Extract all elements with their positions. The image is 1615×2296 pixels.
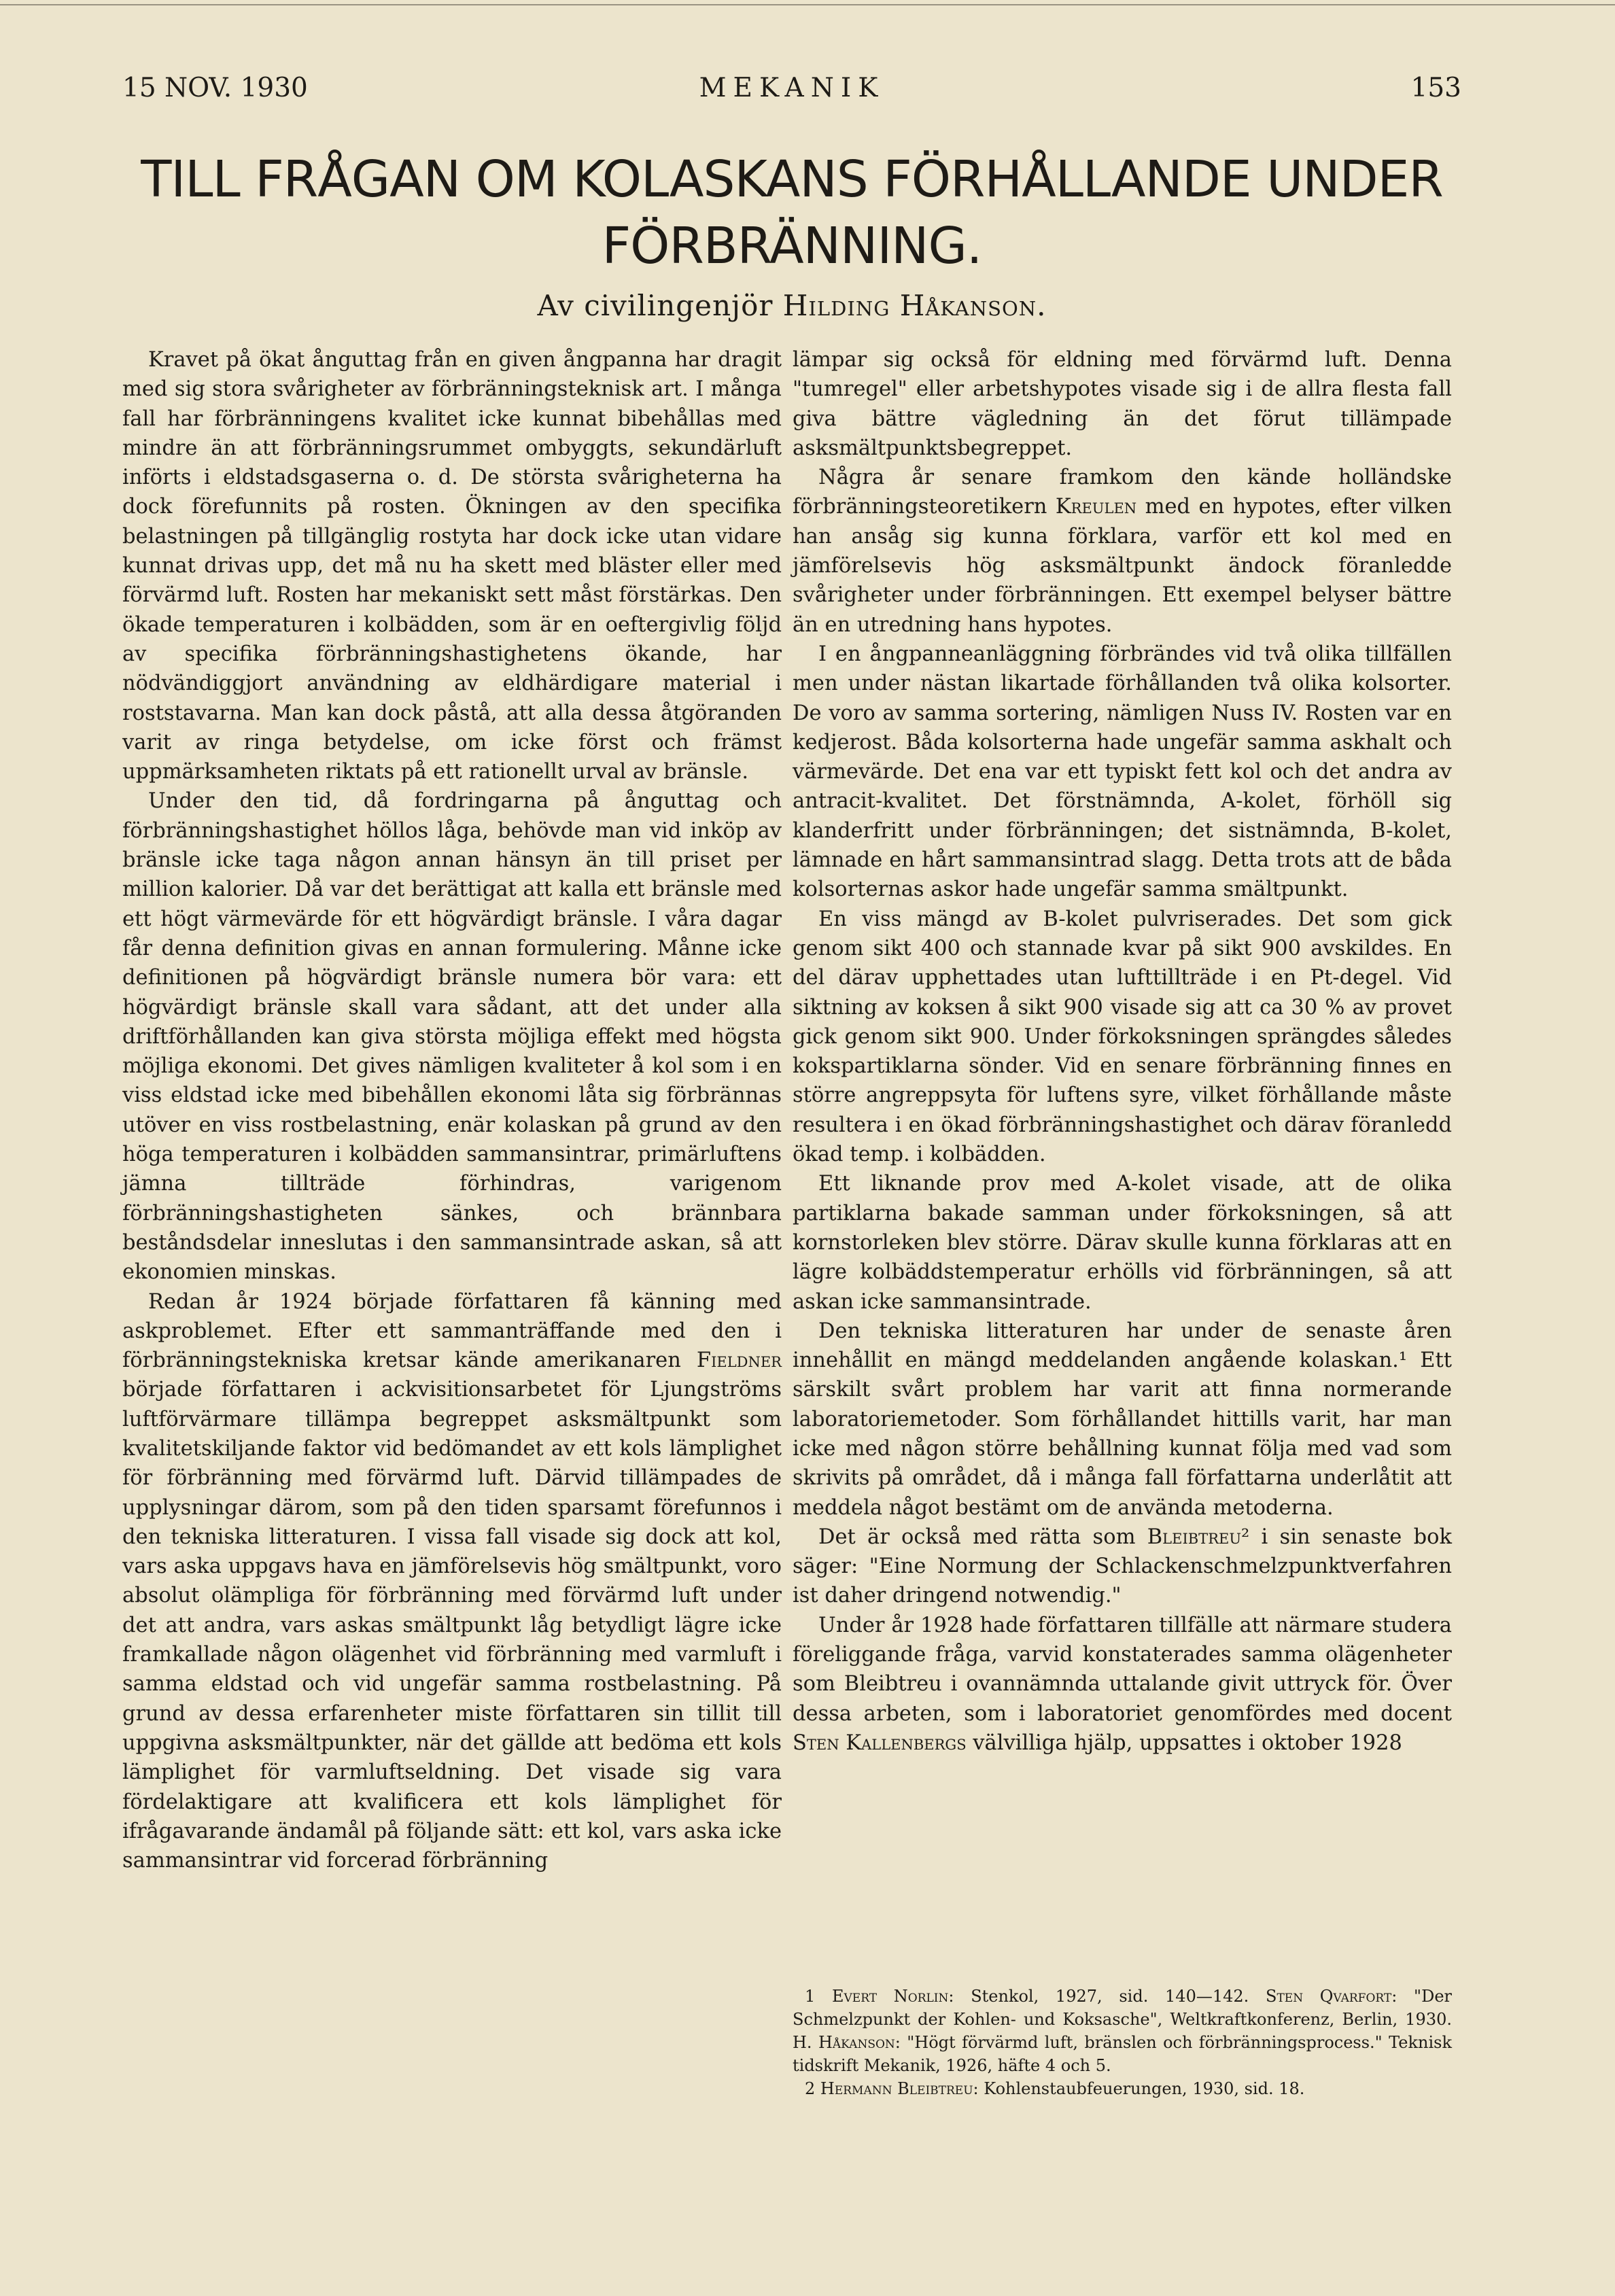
footnote-1-author-a: Evert Norlin: (832, 1987, 954, 2006)
footnote-1 (793, 1985, 1452, 2077)
right-paragraph-6: Den tekniska litteraturen har under de senaste åren innehållit en mängd meddelanden angående kolaskan.¹ Ett särskilt svårt problem har varit att finna normerande laboratoriemetoder. Som förhållandet hittills varit, har man icke med någon större behållning kunnat följa med vad som skrivits på området, då i många fall författarna underlåtit att meddela något bestämt om de använda metoderna. (793, 1319, 1452, 1520)
footnote-2-number: 2 (805, 2079, 816, 2098)
top-edge-line (0, 4, 1615, 5)
right-paragraph-7 (793, 1523, 1452, 1611)
right-p8-name: Sten Kallenbergs (793, 1730, 967, 1755)
right-p2-name: Kreulen (1055, 495, 1137, 519)
right-p8-text-b: välvilliga hjälp, uppsattes i oktober 1928 (973, 1730, 1402, 1755)
left-p3-text-a: Redan år 1924 började författaren få känning med askproblemet. Efter ett sammanträffande med den i förbränningstekniska kretsar kände amerikanaren (122, 1289, 782, 1373)
byline (122, 285, 1461, 326)
footnote-1-ref-c: "Högt förvärmd luft, bränslen och förbränningsprocess." Teknisk tidskrift Mekanik, 1926, häfte 4 och 5. (793, 2033, 1452, 2075)
footnotes (793, 1985, 1452, 2100)
left-paragraph-1: Kravet på ökat ånguttag från en given ångpanna har dragit med sig stora svårigheter av förbränningsteknisk art. I många fall har förbränningens kvalitet icke kunnat bibehållas med mindre än att förbränningsrummet ombyggts, sekundärluft införts i eldstadsgaserna o. d. De största svårigheterna ha dock förefunnits på rosten. Ökningen av den specifika belastningen på tillgänglig rostyta har dock icke utan vidare kunnat drivas upp, det må nu ha skett med bläster eller med förvärmd luft. Rosten har mekaniskt sett måst förstärkas. Den ökade temperaturen i kolbädden, som är en oeftergivlig följd av specifika förbränningshastighetens ökande, har nödvändiggjort användning av eldhärdigare material i roststavarna. Man kan dock påstå, att alla dessa åtgöranden varit av ringa betydelse, om icke först och främst uppmärksamheten riktats på ett rationellt urval av bränsle. (122, 348, 782, 784)
left-p3-text-b: började författaren i ackvisitionsarbetet för Ljungströms luftförvärmare tillämpa begreppet asksmältpunkt som kvalitetskiljande faktor vid bedömandet av ett kols lämplighet för förbränning med förvärmd luft. Därvid tillämpades de upplysningar därom, som på den tiden sparsamt förefunnos i den tekniska litteraturen. I vissa fall visade sig dock att kol, vars aska uppgavs hava en jämförelsevis hög smältpunkt, voro absolut olämpliga för förbränning med förvärmd luft under det att andra, vars askas smältpunkt låg betydligt lägre icke framkallade någon olägenhet vid förbränning med varmluft i samma eldstad och vid ungefär samma rostbelastning. På grund av dessa erfarenheter miste författaren sin tillit till uppgivna asksmältpunkter, när det gällde att bedöma ett kols lämplighet för varmluftseldning. Det visade sig vara fördelaktigare att kvalificera ett kols lämplighet för ifrågavarande ändamål på följande sätt: ett kol, vars aska icke sammansintrar vid forcerad förbränning (122, 1378, 782, 1873)
article-title: TILL FRÅGAN OM KOLASKANS FÖRHÅLLANDE UNDER FÖRBRÄNNING. (141, 150, 1443, 275)
right-paragraph-4: En viss mängd av B-kolet pulvriserades. Det som gick genom sikt 400 och stannade kvar på sikt 900 avskildes. En del därav upphettades utan lufttillträde i en Pt-degel. Vid siktning av koksen å sikt 900 visade sig att ca 30 % av provet gick genom sikt 900. Under förkoksningen sprängdes således kokspartiklarna sönder. Vid en senare förbränning finnes en större angreppsyta för luftens syre, vilket förhållande måste resultera i en ökad förbränningshastighet och därav föranledd ökad temp. i kolbädden. (793, 907, 1452, 1167)
right-paragraph-2 (793, 463, 1452, 640)
right-column (793, 345, 1452, 1758)
footnote-1-author-c: H. Håkanson: (793, 2033, 901, 2052)
right-p2-text-b: med en hypotes, efter vilken han ansåg sig kunna förklara, varför ett kol med en jämförelsevis hög asksmältpunkt ändock föranledde svårigheter under förbränningen. Ett exempel belyser bättre än en utredning hans hypotes. (793, 495, 1452, 637)
page-number: 153 (1410, 73, 1461, 103)
left-p3-name: Fieldner (696, 1349, 782, 1373)
right-p7-text-a: Det är också med rätta som (818, 1525, 1136, 1549)
footnote-1-ref-a: Stenkol, 1927, sid. 140—142. (971, 1987, 1249, 2006)
right-p8-text-a: Under år 1928 hade författaren tillfälle att närmare studera föreliggande fråga, varvid konstaterades samma olägenheter som Bleibtreu i ovannämnda uttalande givit uttryck för. Över dessa arbeten, som i laboratoriet genomfördes med docent (793, 1613, 1452, 1726)
journal-name: MEKANIK (699, 73, 885, 103)
footnote-2 (793, 2077, 1452, 2100)
issue-date: 15 NOV. 1930 (122, 73, 308, 103)
right-paragraph-8 (793, 1611, 1452, 1758)
footnote-2-author: Hermann Bleibtreu: (820, 2079, 979, 2098)
footnote-2-ref: Kohlenstaubfeuerungen, 1930, sid. 18. (984, 2079, 1305, 2098)
running-header (122, 68, 1461, 109)
footnote-1-number: 1 (805, 1987, 816, 2006)
footnote-1-ref-b: "Der Schmelzpunkt der Kohlen- und Koksasche", Weltkraftkonferenz, Berlin, 1930. (793, 1987, 1453, 2029)
byline-author: Hilding Håkanson. (782, 289, 1047, 322)
right-p7-text-b: i sin senaste bok säger: "Eine Normung der Schlackenschmelzpunktverfahren ist daher dringend notwendig." (793, 1525, 1452, 1608)
footnote-1-author-b: Sten Qvarfort: (1266, 1987, 1397, 2006)
left-column (122, 345, 782, 1875)
right-paragraph-3: I en ångpanneanläggning förbrändes vid två olika tillfällen men under nästan likartade förhållanden två olika kolsorter. De voro av samma sortering, nämligen Nuss IV. Rosten var en kedjerost. Båda kolsorterna hade ungefär samma askhalt och värmevärde. Det ena var ett typiskt fett kol och det andra av antracit-kvalitet. Det förstnämnda, A-kolet, förhöll sig klanderfritt under förbränningen; det sistnämnda, B-kolet, lämnade en hårt sammansintrad slagg. Detta trots att de båda kolsorternas askor hade ungefär samma smältpunkt. (793, 642, 1452, 902)
right-paragraph-1: lämpar sig också för eldning med förvärmd luft. Denna "tumregel" eller arbetshypotes visade sig i de allra flesta fall giva bättre vägledning än det förut tillämpade asksmältpunktsbegreppet. (793, 348, 1452, 460)
right-p2-text-a: Några år senare framkom den kände holländske förbränningsteoretikern (793, 466, 1452, 519)
left-paragraph-3 (122, 1287, 782, 1876)
right-p7-name: Bleibtreu² (1147, 1525, 1250, 1549)
right-paragraph-5: Ett liknande prov med A-kolet visade, att de olika partiklarna bakade samman under förkoksningen, så att kornstorleken blev större. Därav skulle kunna förklaras att en lägre kolbäddstemperatur erhölls vid förbränningen, så att askan icke sammansintrade. (793, 1172, 1452, 1314)
byline-prefix: Av civilingenjör (537, 289, 774, 322)
left-paragraph-2: Under den tid, då fordringarna på ånguttag och förbränningshastighet höllos låga, behövde man vid inköp av bränsle icke taga någon annan hänsyn än till priset per million kalorier. Då var det berättigat att kalla ett bränsle med ett högt värmevärde för ett högvärdigt bränsle. I våra dagar får denna definition givas en annan formulering. Månne icke definitionen på högvärdigt bränsle numera bör vara: ett högvärdigt bränsle skall vara sådant, att det under alla driftförhållanden kan giva största möjliga effekt med högsta möjliga ekonomi. Det gives nämligen kvaliteter å kol som i en viss eldstad icke med bibehållen ekonomi låta sig förbrännas utöver en viss rostbelastning, enär kolaskan på grund av den höga temperaturen i kolbädden sammansintrar, primärluftens jämna tillträde förhindras, varigenom förbränningshastigheten sänkes, och brännbara beståndsdelar inneslutas i den sammansintrade askan, så att ekonomien minskas. (122, 789, 782, 1285)
